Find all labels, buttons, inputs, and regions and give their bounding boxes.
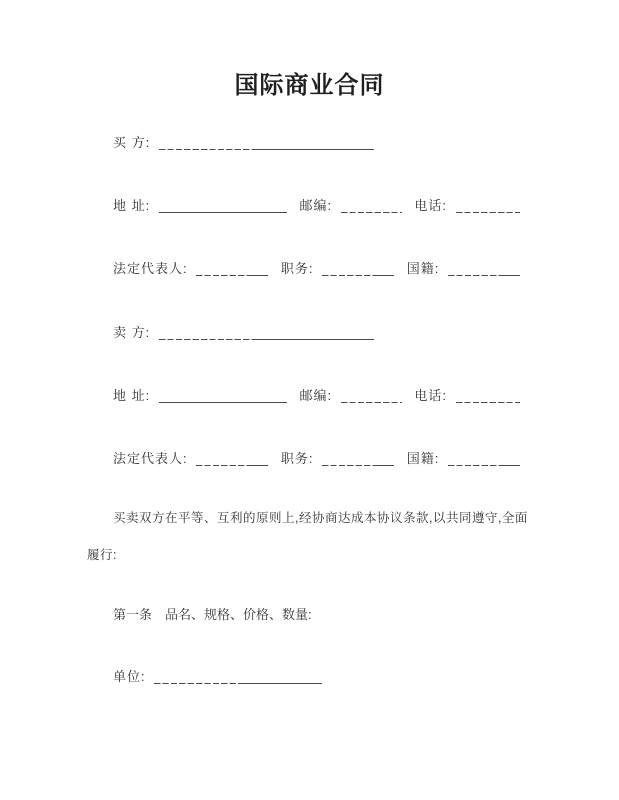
- article-1-heading: 第一条 品名、规格、价格、数量:: [113, 607, 312, 622]
- seller-position-label: 职务:: [280, 451, 314, 466]
- seller-phone-label: 电话:: [414, 388, 447, 403]
- seller-address-blank[interactable]: [159, 389, 287, 403]
- buyer-nationality-label: 国籍:: [406, 261, 440, 276]
- seller-label: 卖 方:: [113, 325, 151, 340]
- unit-row: [87, 668, 322, 686]
- seller-name-blank[interactable]: [159, 326, 257, 340]
- seller-nationality-blank[interactable]: [448, 452, 500, 466]
- seller-row: [87, 324, 374, 342]
- buyer-postal-label: 邮编:: [299, 198, 333, 213]
- buyer-phone-label: 电话:: [414, 198, 447, 213]
- seller-address-label: 地 址:: [113, 388, 151, 403]
- buyer-address-row: [87, 197, 520, 215]
- seller-postal-label: 邮编:: [299, 388, 333, 403]
- buyer-name-blank-line[interactable]: [257, 136, 374, 150]
- seller-postal-blank[interactable]: [341, 389, 402, 403]
- unit-label: 单位:: [113, 669, 146, 684]
- buyer-legal-rep-label: 法定代表人:: [113, 261, 188, 276]
- unit-blank[interactable]: [154, 670, 244, 684]
- seller-legal-rep-row: [87, 450, 520, 468]
- buyer-nationality-blank-line[interactable]: [500, 262, 520, 276]
- buyer-address-label: 地 址:: [113, 198, 151, 213]
- seller-legal-rep-blank-line[interactable]: [248, 452, 268, 466]
- page-title: 国际商业合同: [234, 72, 385, 99]
- seller-nationality-blank-line[interactable]: [500, 452, 520, 466]
- seller-position-blank[interactable]: [322, 452, 374, 466]
- buyer-name-blank[interactable]: [159, 136, 257, 150]
- buyer-row: [87, 134, 374, 152]
- preamble-line-1: 买卖双方在平等、互利的原则上,经协商达成本协议条款,以共同遵守,全面: [113, 511, 528, 525]
- seller-position-blank-line[interactable]: [374, 452, 394, 466]
- buyer-position-label: 职务:: [280, 261, 314, 276]
- seller-phone-blank[interactable]: [456, 389, 520, 403]
- seller-address-row: [87, 387, 520, 405]
- preamble-line-2: 履行:: [87, 548, 117, 562]
- seller-legal-rep-label: 法定代表人:: [113, 451, 188, 466]
- seller-nationality-label: 国籍:: [406, 451, 440, 466]
- buyer-phone-blank[interactable]: [456, 199, 520, 213]
- unit-blank-line[interactable]: [244, 670, 322, 684]
- buyer-position-blank-line[interactable]: [374, 262, 394, 276]
- buyer-address-blank[interactable]: [159, 199, 287, 213]
- buyer-postal-blank[interactable]: [341, 199, 402, 213]
- buyer-legal-rep-blank[interactable]: [196, 262, 248, 276]
- buyer-nationality-blank[interactable]: [448, 262, 500, 276]
- seller-name-blank-line[interactable]: [257, 326, 374, 340]
- buyer-position-blank[interactable]: [322, 262, 374, 276]
- buyer-legal-rep-blank-line[interactable]: [248, 262, 268, 276]
- buyer-legal-rep-row: [87, 260, 520, 278]
- seller-legal-rep-blank[interactable]: [196, 452, 248, 466]
- buyer-label: 买 方:: [113, 135, 151, 150]
